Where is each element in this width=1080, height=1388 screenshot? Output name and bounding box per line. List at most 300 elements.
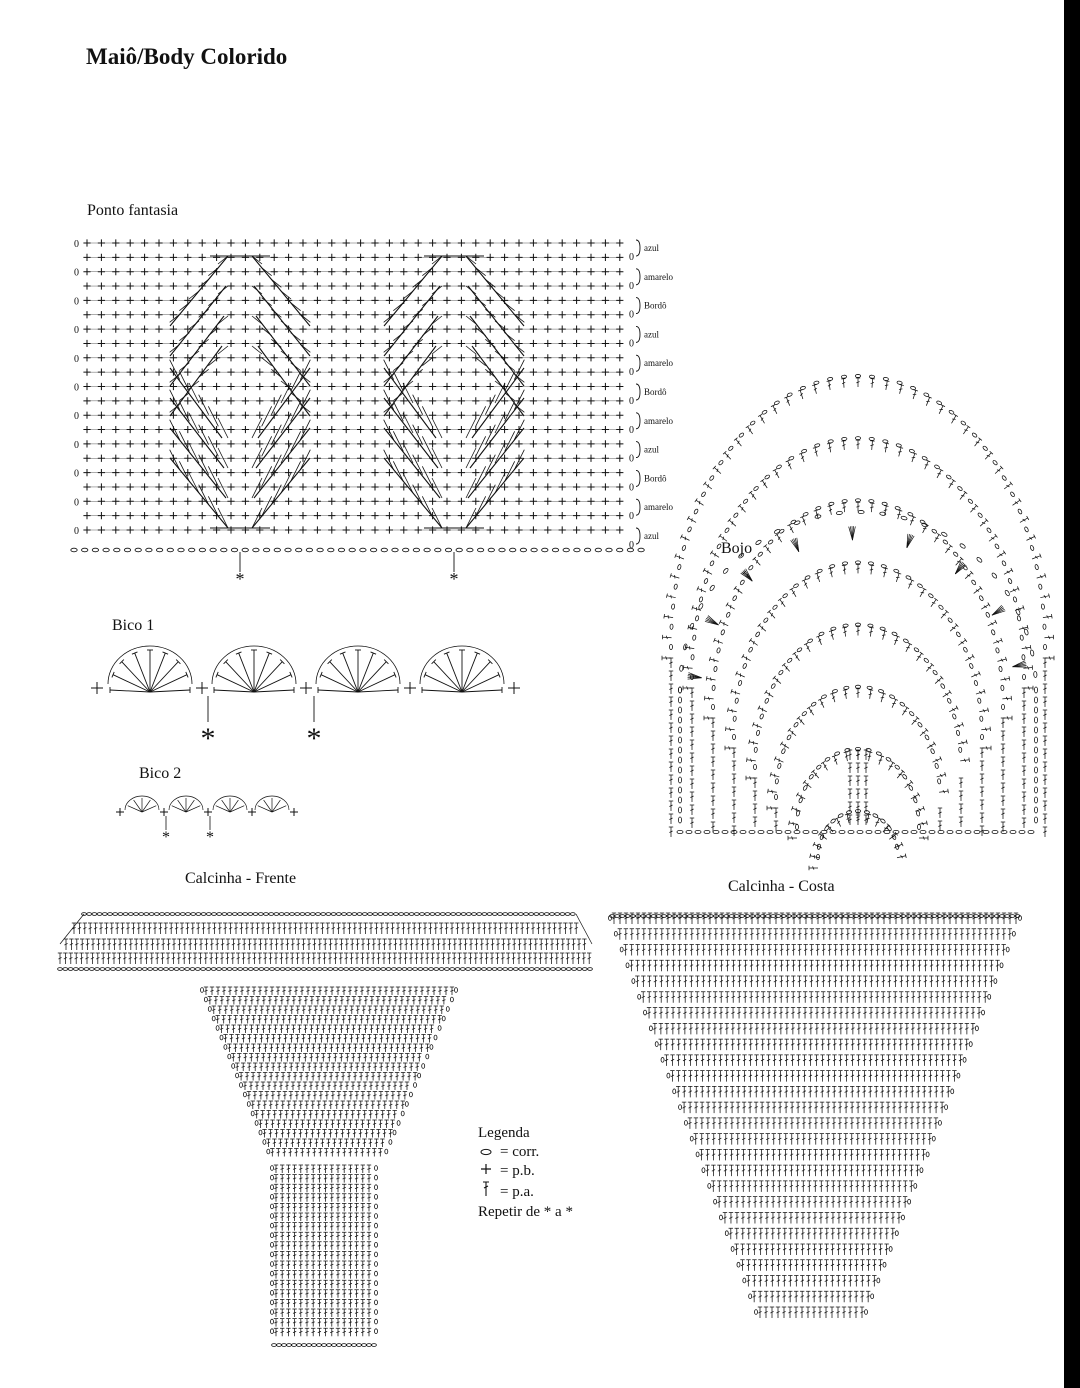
half-double-stitch xyxy=(869,960,873,971)
half-double-stitch xyxy=(905,1023,909,1034)
half-double-stitch xyxy=(1001,796,1005,806)
chain-stitch xyxy=(917,722,923,728)
chain-stitch xyxy=(370,968,375,971)
half-double-stitch xyxy=(842,1291,846,1302)
half-double-stitch xyxy=(296,939,300,950)
single-crochet-stitch xyxy=(299,440,306,447)
half-double-stitch xyxy=(800,1307,804,1318)
half-double-stitch xyxy=(881,1008,885,1019)
chain-stitch xyxy=(899,702,905,707)
half-double-stitch xyxy=(690,779,694,789)
chain-stitch xyxy=(164,968,169,971)
half-double-stitch xyxy=(330,1203,334,1211)
chain-stitch xyxy=(924,734,929,740)
stitch-line xyxy=(505,363,515,371)
half-double-stitch xyxy=(676,1055,680,1066)
color-row-label-2: Bordô xyxy=(644,300,667,311)
half-double-stitch xyxy=(285,1025,289,1033)
single-crochet-stitch xyxy=(256,397,263,404)
half-double-stitch xyxy=(819,1149,823,1160)
half-double-stitch xyxy=(677,1023,681,1034)
half-double-stitch xyxy=(286,1213,290,1221)
row-turn-chain: 0 xyxy=(629,396,634,407)
half-double-stitch xyxy=(345,939,349,950)
single-crochet-stitch xyxy=(112,340,119,347)
single-crochet-stitch xyxy=(343,268,350,275)
half-double-stitch xyxy=(342,1194,346,1202)
chain-stitch xyxy=(974,680,978,686)
half-double-stitch xyxy=(935,1039,939,1050)
half-double-stitch xyxy=(321,1054,325,1062)
chain-stitch xyxy=(932,915,937,918)
chain-stitch xyxy=(466,913,471,916)
half-double-stitch xyxy=(939,610,948,620)
single-crochet-stitch xyxy=(400,239,407,246)
half-double-stitch xyxy=(844,1118,848,1129)
chain-stitch xyxy=(446,1007,449,1012)
half-double-stitch xyxy=(311,1319,315,1327)
half-double-stitch xyxy=(818,1244,822,1255)
half-double-stitch xyxy=(1001,809,1005,819)
half-double-stitch xyxy=(299,1271,303,1279)
half-double-stitch xyxy=(251,1044,255,1052)
half-double-stitch xyxy=(978,929,982,940)
half-double-stitch xyxy=(272,1006,276,1014)
chain-stitch xyxy=(719,1215,722,1220)
half-double-stitch xyxy=(361,1251,365,1259)
single-crochet-stitch xyxy=(616,297,623,304)
half-double-stitch xyxy=(354,1328,358,1336)
half-double-stitch xyxy=(807,706,816,716)
stitch-line xyxy=(262,328,272,336)
half-double-stitch xyxy=(348,1328,352,1336)
single-crochet-stitch xyxy=(443,254,450,261)
single-crochet-stitch xyxy=(141,369,148,376)
stitch-line xyxy=(252,286,262,294)
row-turn-chain: 0 xyxy=(629,482,634,494)
chain-stitch xyxy=(716,543,721,549)
chain-stitch xyxy=(392,968,397,971)
half-double-stitch xyxy=(842,565,847,574)
half-double-stitch xyxy=(929,598,938,608)
half-double-stitch xyxy=(325,1063,329,1071)
half-double-stitch xyxy=(313,1035,317,1043)
single-crochet-stitch xyxy=(242,282,249,289)
single-crochet-stitch xyxy=(544,268,551,275)
half-double-stitch xyxy=(899,960,903,971)
chain-stitch xyxy=(977,512,983,518)
half-double-stitch xyxy=(374,923,378,934)
chain-stitch xyxy=(875,915,880,918)
half-double-stitch xyxy=(647,945,651,956)
chain-stitch xyxy=(842,562,847,566)
half-double-stitch xyxy=(763,545,772,555)
stitch-line xyxy=(470,398,524,468)
half-double-stitch xyxy=(947,1008,951,1019)
half-double-stitch xyxy=(555,939,559,950)
chain-stitch xyxy=(375,1271,378,1276)
half-double-stitch xyxy=(875,1039,879,1050)
chain-stitch xyxy=(510,548,516,552)
single-crochet-stitch xyxy=(429,412,436,419)
half-double-stitch xyxy=(953,1039,957,1050)
half-double-stitch xyxy=(1002,929,1006,940)
chain-stitch xyxy=(394,913,399,916)
half-double-stitch xyxy=(873,1165,877,1176)
half-double-stitch xyxy=(732,748,736,758)
half-double-stitch xyxy=(286,1184,290,1192)
half-double-stitch xyxy=(322,1130,326,1138)
chain-stitch xyxy=(472,913,477,916)
half-double-stitch xyxy=(292,1319,296,1327)
chain-stitch xyxy=(271,1166,274,1171)
half-double-stitch xyxy=(280,1232,284,1240)
half-double-stitch xyxy=(923,460,931,470)
half-double-stitch xyxy=(778,1086,782,1097)
half-double-stitch xyxy=(731,1039,735,1050)
half-double-stitch xyxy=(806,1291,810,1302)
half-double-stitch xyxy=(809,1008,813,1019)
chain-stitch xyxy=(344,968,349,971)
single-crochet-stitch xyxy=(98,440,105,447)
chain-stitch xyxy=(767,830,773,833)
chain-stitch xyxy=(953,551,959,557)
single-crochet-stitch xyxy=(415,268,422,275)
half-double-stitch xyxy=(959,960,963,971)
half-double-stitch xyxy=(647,992,651,1003)
half-double-stitch xyxy=(294,987,298,995)
single-crochet-stitch xyxy=(587,440,594,447)
half-double-stitch xyxy=(732,813,736,823)
half-double-stitch xyxy=(274,1280,278,1288)
half-double-stitch xyxy=(226,939,230,950)
half-double-stitch xyxy=(714,638,724,645)
half-double-stitch xyxy=(577,939,581,950)
half-double-stitch xyxy=(69,939,73,950)
half-double-stitch xyxy=(874,1134,878,1145)
half-double-stitch xyxy=(876,929,880,940)
single-crochet-stitch xyxy=(328,354,335,361)
stitch-line xyxy=(300,344,310,352)
chain-stitch xyxy=(317,548,323,552)
chain-stitch xyxy=(238,968,243,971)
chain-stitch xyxy=(991,629,996,635)
single-crochet-stitch xyxy=(314,254,321,261)
half-double-stitch xyxy=(808,1102,812,1113)
single-crochet-stitch xyxy=(141,526,148,533)
half-double-stitch xyxy=(844,752,850,762)
single-crochet-stitch xyxy=(559,498,566,505)
color-row-label-4: amarelo xyxy=(644,358,673,369)
half-double-stitch xyxy=(387,1111,391,1119)
half-double-stitch xyxy=(342,923,346,934)
half-double-stitch xyxy=(765,1181,769,1192)
chain-stitch xyxy=(908,785,913,791)
half-double-stitch xyxy=(776,1260,780,1271)
color-brace xyxy=(636,499,640,515)
chain-stitch xyxy=(709,560,714,566)
chain-stitch xyxy=(982,445,988,451)
half-double-stitch xyxy=(1043,710,1047,720)
half-double-stitch xyxy=(738,504,747,514)
half-double-stitch xyxy=(793,652,802,662)
single-crochet-stitch xyxy=(371,397,378,404)
half-double-stitch xyxy=(868,1071,872,1082)
half-double-stitch xyxy=(669,827,673,837)
half-double-stitch xyxy=(845,1039,849,1050)
single-crochet-stitch xyxy=(357,311,364,318)
half-double-stitch xyxy=(411,1054,415,1062)
half-double-stitch xyxy=(306,1149,310,1157)
chain-stitch xyxy=(983,830,989,833)
half-double-stitch xyxy=(265,1092,269,1100)
half-double-stitch xyxy=(857,960,861,971)
half-double-stitch xyxy=(1022,779,1026,789)
half-double-stitch xyxy=(785,960,789,971)
chain-stitch xyxy=(545,968,550,971)
half-double-stitch xyxy=(415,939,419,950)
half-double-stitch xyxy=(700,1134,704,1145)
color-row-labels xyxy=(629,240,673,551)
half-double-stitch xyxy=(659,976,663,987)
single-crochet-stitch xyxy=(299,239,306,246)
half-double-stitch xyxy=(760,1071,764,1082)
half-double-stitch xyxy=(286,1290,290,1298)
single-crochet-stitch xyxy=(458,311,465,318)
chain-stitch xyxy=(830,627,836,631)
half-double-stitch xyxy=(749,976,753,987)
single-crochet-stitch xyxy=(271,354,278,361)
chain-stitch xyxy=(208,1007,211,1012)
chain-stitch xyxy=(271,1262,274,1267)
single-crochet-stitch xyxy=(616,455,623,462)
half-double-stitch xyxy=(815,976,819,987)
half-double-stitch xyxy=(1043,697,1047,707)
half-double-stitch xyxy=(808,1134,812,1145)
half-double-stitch xyxy=(102,939,106,950)
row-turn-chain: 0 xyxy=(74,239,79,250)
half-double-stitch xyxy=(880,1071,884,1082)
chain-stitch xyxy=(269,913,274,916)
half-double-stitch xyxy=(112,939,116,950)
chain-stitch xyxy=(1028,830,1034,833)
stitch-line xyxy=(495,381,505,389)
half-double-stitch xyxy=(357,1025,361,1033)
chain-stitch xyxy=(438,1026,441,1031)
half-double-stitch xyxy=(837,1228,841,1239)
half-double-stitch xyxy=(760,1055,764,1066)
half-double-stitch xyxy=(753,804,757,814)
half-double-stitch xyxy=(399,1025,403,1033)
half-double-stitch xyxy=(266,923,270,934)
single-crochet-stitch xyxy=(141,311,148,318)
half-double-stitch xyxy=(665,1008,669,1019)
chain-stitch xyxy=(317,968,322,971)
stitch-line xyxy=(434,662,462,692)
chain-stitch xyxy=(960,420,966,425)
chain-stitch xyxy=(947,698,952,704)
single-crochet-stitch xyxy=(458,498,465,505)
half-double-stitch xyxy=(729,1181,733,1192)
half-double-stitch xyxy=(259,1063,263,1071)
half-double-stitch xyxy=(850,1134,854,1145)
half-double-stitch xyxy=(571,939,575,950)
chain-stitch xyxy=(407,968,412,971)
half-double-stitch xyxy=(903,1181,907,1192)
half-double-stitch xyxy=(711,718,715,728)
half-double-stitch xyxy=(867,1197,871,1208)
half-double-stitch xyxy=(861,1197,865,1208)
chain-stitch xyxy=(921,522,928,527)
half-double-stitch xyxy=(737,945,741,956)
single-crochet-stitch xyxy=(544,369,551,376)
half-double-stitch xyxy=(1022,753,1026,763)
chain-stitch xyxy=(347,913,352,916)
chain-stitch xyxy=(180,913,185,916)
half-double-stitch xyxy=(280,1165,284,1173)
single-crochet-stitch xyxy=(328,311,335,318)
half-double-stitch xyxy=(766,1071,770,1082)
half-double-stitch xyxy=(839,960,843,971)
color-brace xyxy=(636,442,640,458)
single-crochet-stitch xyxy=(602,440,609,447)
chain-stitch xyxy=(661,1057,664,1062)
half-double-stitch xyxy=(856,378,860,387)
chain-stitch xyxy=(216,1026,219,1031)
half-double-stitch xyxy=(977,992,981,1003)
chain-stitch xyxy=(938,1120,941,1125)
half-double-stitch xyxy=(780,929,784,940)
half-double-stitch xyxy=(353,1044,357,1052)
half-double-stitch xyxy=(803,945,807,956)
chain-stitch xyxy=(231,548,237,552)
half-double-stitch xyxy=(726,929,730,940)
half-double-stitch xyxy=(239,1044,243,1052)
half-double-stitch xyxy=(707,960,711,971)
half-double-stitch xyxy=(361,1063,365,1071)
half-double-stitch xyxy=(761,1023,765,1034)
half-double-stitch xyxy=(800,1291,804,1302)
single-crochet-stitch xyxy=(443,455,450,462)
chain-stitch xyxy=(677,830,683,833)
half-double-stitch xyxy=(947,992,951,1003)
chain-stitch xyxy=(808,774,814,780)
half-double-stitch xyxy=(367,1299,371,1307)
single-crochet-stitch xyxy=(616,512,623,519)
half-double-stitch xyxy=(830,693,837,703)
half-double-stitch xyxy=(848,789,852,799)
half-double-stitch xyxy=(831,1228,835,1239)
half-double-stitch xyxy=(912,929,916,940)
half-double-stitch xyxy=(688,1071,692,1082)
chain-stitch xyxy=(253,913,258,916)
chain-stitch xyxy=(271,1214,274,1219)
half-double-stitch xyxy=(837,1165,841,1176)
single-crochet-stitch xyxy=(170,440,177,447)
half-double-stitch xyxy=(934,1102,938,1113)
single-crochet-stitch xyxy=(170,326,177,333)
half-double-stitch xyxy=(892,1086,896,1097)
chain-stitch xyxy=(582,968,587,971)
chain-stitch xyxy=(901,1215,904,1220)
half-double-stitch xyxy=(426,987,430,995)
single-crochet-stitch xyxy=(501,340,508,347)
half-double-stitch xyxy=(342,1232,346,1240)
half-double-stitch xyxy=(323,1203,327,1211)
half-double-stitch xyxy=(741,1212,745,1223)
chain-stitch xyxy=(498,913,503,916)
half-double-stitch xyxy=(336,1271,340,1279)
half-double-stitch xyxy=(935,1023,939,1034)
half-double-stitch xyxy=(305,1194,309,1202)
half-double-stitch xyxy=(753,1181,757,1192)
chain-stitch xyxy=(375,1300,378,1305)
single-crochet-stitch xyxy=(155,498,162,505)
half-double-stitch xyxy=(635,960,639,971)
half-double-stitch xyxy=(797,992,801,1003)
half-double-stitch xyxy=(311,1213,315,1221)
half-double-stitch xyxy=(785,976,789,987)
half-double-stitch xyxy=(754,1102,758,1113)
half-double-stitch xyxy=(885,1212,889,1223)
half-double-stitch xyxy=(339,1025,343,1033)
half-double-stitch xyxy=(741,1149,745,1160)
half-double-stitch xyxy=(842,1275,846,1286)
half-double-stitch xyxy=(723,1197,727,1208)
half-double-stitch xyxy=(280,1203,284,1211)
half-double-stitch xyxy=(758,1260,762,1271)
single-crochet-stitch xyxy=(400,369,407,376)
half-double-stitch xyxy=(367,1271,371,1279)
single-crochet-stitch xyxy=(573,383,580,390)
half-double-stitch xyxy=(306,1016,310,1024)
half-double-stitch xyxy=(725,992,729,1003)
single-crochet-stitch xyxy=(515,297,522,304)
half-double-stitch xyxy=(856,776,860,786)
half-double-stitch xyxy=(771,1228,775,1239)
chain-stitch xyxy=(271,1194,274,1199)
half-double-stitch xyxy=(415,1035,419,1043)
chain-stitch xyxy=(1010,830,1016,833)
half-double-stitch xyxy=(528,953,532,964)
half-double-stitch xyxy=(845,1008,849,1019)
single-crochet-stitch xyxy=(170,239,177,246)
half-double-stitch xyxy=(787,524,795,534)
stitch-line xyxy=(254,662,282,692)
chain-stitch xyxy=(667,1073,670,1078)
half-double-stitch xyxy=(866,1291,870,1302)
half-double-stitch xyxy=(789,821,799,827)
single-crochet-stitch xyxy=(256,526,263,533)
half-double-stitch xyxy=(725,1023,729,1034)
stitch-line xyxy=(122,662,150,692)
half-double-stitch xyxy=(330,1149,334,1157)
half-double-stitch xyxy=(980,603,990,611)
single-crochet-stitch xyxy=(300,682,312,694)
half-double-stitch xyxy=(713,945,717,956)
single-crochet-stitch xyxy=(227,354,234,361)
half-double-stitch xyxy=(336,1194,340,1202)
half-double-stitch xyxy=(827,945,831,956)
half-double-stitch xyxy=(885,1228,889,1239)
chain-stitch xyxy=(866,830,872,833)
half-double-stitch xyxy=(312,953,316,964)
chain-stitch xyxy=(817,569,823,573)
single-crochet-stitch xyxy=(271,383,278,390)
half-double-stitch xyxy=(938,821,942,831)
single-crochet-stitch xyxy=(242,440,249,447)
half-double-stitch xyxy=(873,1181,877,1192)
